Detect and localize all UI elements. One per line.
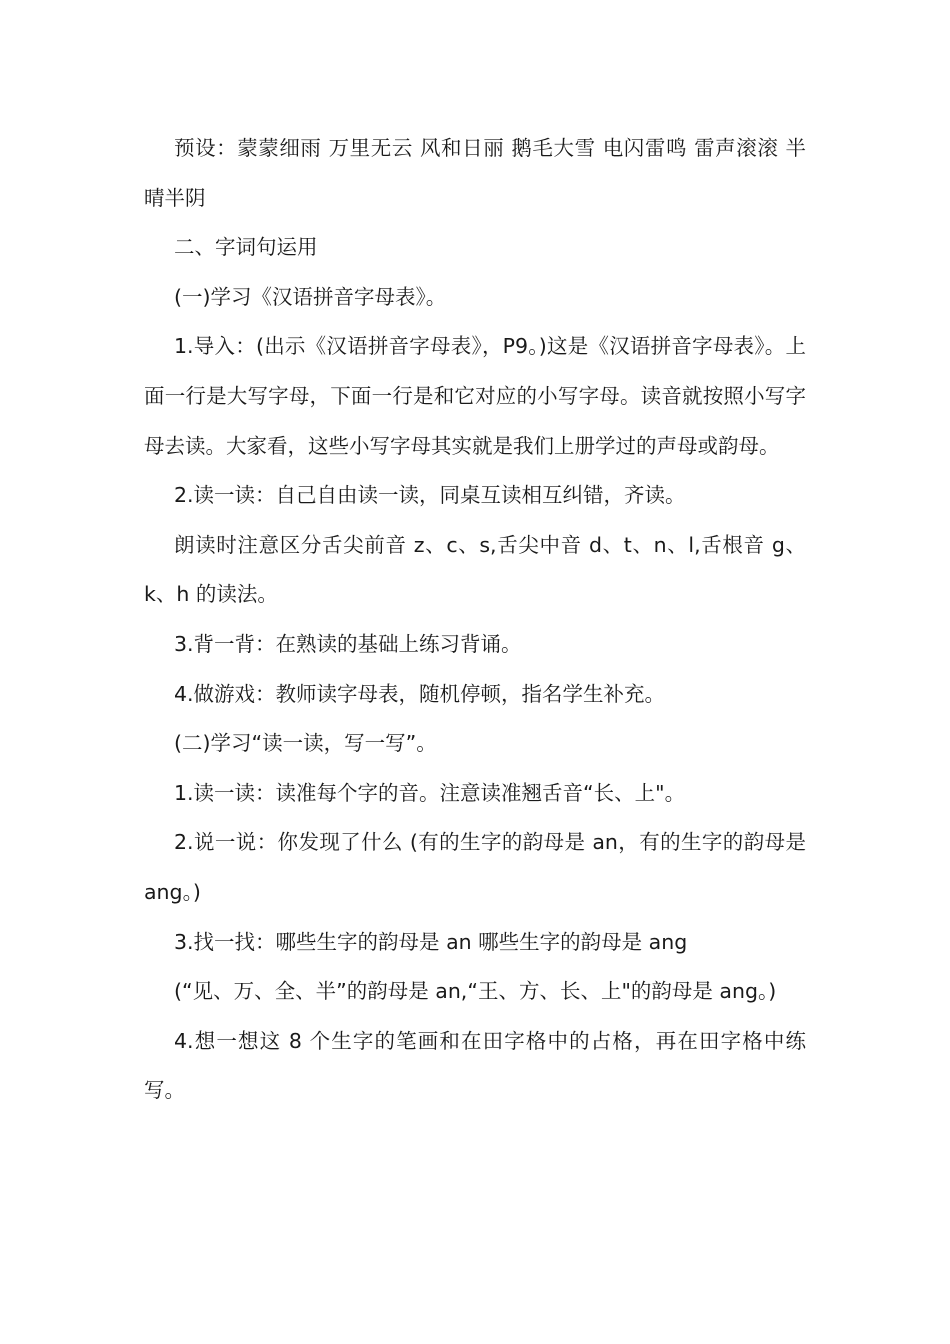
section-heading-word-usage: 二、字词句运用 <box>174 235 318 260</box>
paragraph-preset-idioms: 预设：蒙蒙细雨 万里无云 风和日丽 鹅毛大雪 电闪雷鸣 雷声滚滚 半晴半阴 <box>144 136 806 210</box>
paragraph-recite: 3.背一背：在熟读的基础上练习背诵。 <box>174 631 522 656</box>
paragraph-pronunciation-note: 朗读时注意区分舌尖前音 z、c、s,舌尖中音 d、t、n、l,舌根音 g、k、h 的读法。 <box>144 532 806 607</box>
document-page <box>144 124 806 1116</box>
paragraph-discover: 2.说一说：你发现了什么 (有的生字的韵母是 an，有的生字的韵母是 ang。) <box>144 830 806 904</box>
paragraph-introduction: 1.导入：(出示《汉语拼音字母表》，P9。)这是《汉语拼音字母表》。上面一行是大写字母，下面一行是和它对应的小写字母。读音就按照小写字母去读。大家看，这些小写字母其实就是我们上册学过的声母或韵母。 <box>144 334 806 458</box>
paragraph-practice-writing: 4.想一想这 8 个生字的笔画和在田字格中的占格，再在田字格中练写。 <box>144 1028 806 1103</box>
paragraph-game: 4.做游戏：教师读字母表，随机停顿，指名学生补充。 <box>174 681 666 706</box>
paragraph-find: 3.找一找：哪些生字的韵母是 an 哪些生字的韵母是 ang <box>174 929 688 954</box>
subsection-heading-read-write: (二)学习“读一读，写一写”。 <box>174 731 437 756</box>
subsection-heading-alphabet: (一)学习《汉语拼音字母表》。 <box>174 284 447 309</box>
paragraph-read-aloud: 2.读一读：自己自由读一读，同桌互读相互纠错，齐读。 <box>174 483 686 508</box>
paragraph-read-characters: 1.读一读：读准每个字的音。注意读准翘舌音“长、上"。 <box>174 780 686 805</box>
paragraph-find-answer: (“见、万、全、半”的韵母是 an,“王、方、长、上"的韵母是 ang。) <box>174 979 777 1004</box>
